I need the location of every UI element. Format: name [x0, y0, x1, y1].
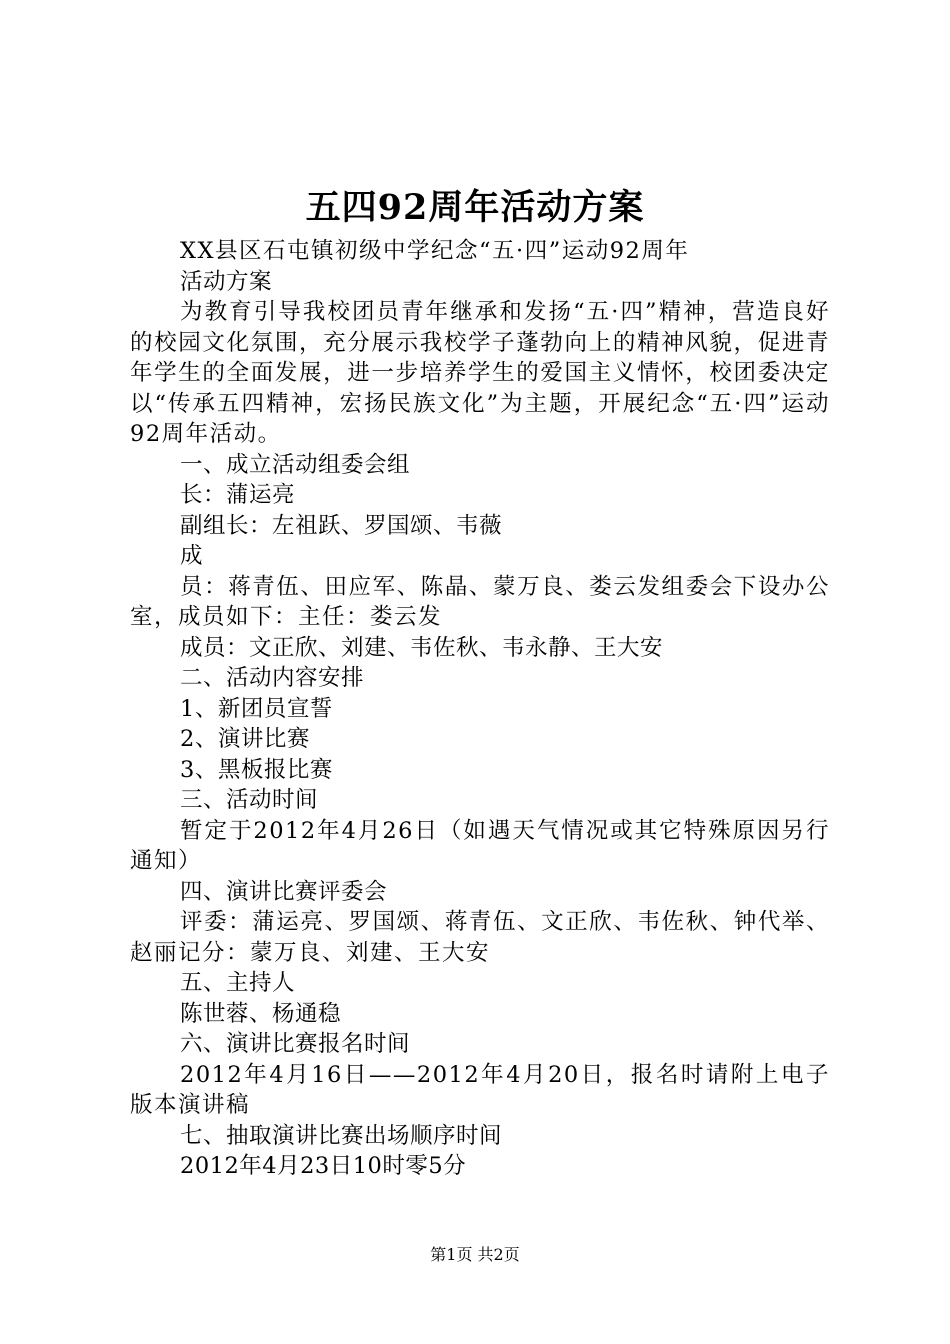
paragraph-judges: 评委：蒲运亮、罗国颂、蒋青伍、文正欣、韦佐秋、钟代举、赵丽记分：蒙万良、刘建、王大安 — [130, 909, 830, 966]
paragraph-draw-time: 2012年4月23日10时零5分 — [180, 1153, 467, 1179]
paragraph-team-leader: 长：蒲运亮 — [180, 482, 296, 508]
paragraph-item-oath: 1、新团员宣誓 — [180, 695, 333, 722]
document-title: 五四92周年活动方案 — [305, 187, 645, 228]
paragraph-plan-label: 活动方案 — [180, 268, 273, 295]
page-footer: 第1页 共2页 — [430, 1245, 520, 1264]
document-body — [130, 236, 830, 1182]
paragraph-section-2-heading: 二、活动内容安排 — [180, 665, 365, 691]
paragraph-members-office: 员：蒋青伍、田应军、陈晶、蒙万良、娄云发组委会下设办公室，成员如下：主任：娄云发 — [130, 573, 830, 630]
paragraph-section-6-heading: 六、演讲比赛报名时间 — [180, 1031, 411, 1057]
paragraph-member-prefix: 成 — [180, 543, 204, 569]
paragraph-deputy-leaders: 副组长：左祖跃、罗国颂、韦薇 — [180, 512, 503, 539]
paragraph-intro: 为教育引导我校团员青年继承和发扬“五·四”精神，营造良好的校园文化氛围，充分展示我校学子蓬勃向上的精神风貌，促进青年学生的全面发展，进一步培养学生的爱国主义情怀，校团委决定以“传承五四精神，宏扬民族文化”为主题，开展纪念“五·四”运动92周年活动。 — [130, 299, 830, 447]
paragraph-item-speech: 2、演讲比赛 — [180, 726, 310, 752]
paragraph-school-heading: XX县区石屯镇初级中学纪念“五·四”运动92周年 — [180, 238, 690, 264]
paragraph-hosts: 陈世蓉、杨通稳 — [180, 1000, 342, 1027]
paragraph-section-1-heading: 一、成立活动组委会组 — [180, 451, 411, 478]
paragraph-section-7-heading: 七、抽取演讲比赛出场顺序时间 — [180, 1122, 503, 1149]
paragraph-item-blackboard: 3、黑板报比赛 — [180, 756, 333, 783]
paragraph-office-members: 成员：文正欣、刘建、韦佐秋、韦永静、王大安 — [180, 634, 664, 661]
paragraph-section-3-heading: 三、活动时间 — [180, 787, 319, 813]
paragraph-section-5-heading: 五、主持人 — [180, 970, 296, 996]
paragraph-registration-time: 2012年4月16日——2012年4月20日，报名时请附上电子版本演讲稿 — [130, 1061, 830, 1118]
paragraph-section-4-heading: 四、演讲比赛评委会 — [180, 878, 388, 905]
paragraph-event-date: 暂定于2012年4月26日（如遇天气情况或其它特殊原因另行通知） — [130, 817, 830, 874]
